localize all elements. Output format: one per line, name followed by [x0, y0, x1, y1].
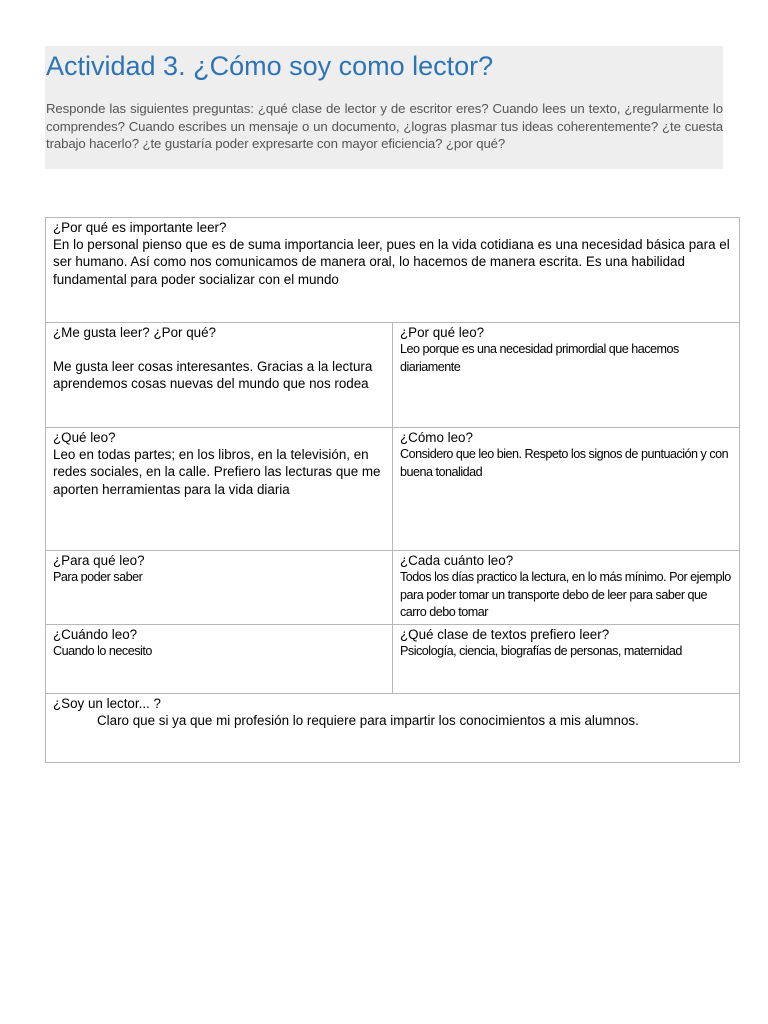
instructions-text: Responde las siguientes preguntas: ¿qué clase de lector y de escritor eres? Cuando lees un texto, ¿regularmente lo comprendes? Cuando escribes un mensaje o un documento, ¿logras plasmar tus ideas coherentemente? ¿te cuesta trabajo hacerlo? ¿te gustaría poder expresarte con mayor eficiencia? ¿por qué?: [46, 101, 723, 151]
answer-when: Cuando lo necesito: [53, 643, 152, 658]
cell-how: [393, 428, 740, 551]
question-why: ¿Por qué leo?: [400, 325, 485, 340]
cell-like: [46, 323, 393, 428]
answer-how: Considero que leo bien. Respeto los signos de puntuación y con buena tonalidad: [400, 447, 729, 479]
page-title: Actividad 3. ¿Cómo soy como lector?: [46, 51, 494, 81]
table-row: [46, 551, 740, 625]
cell-why: [393, 323, 740, 428]
answer-importance: En lo personal pienso que es de suma importancia leer, pues en la vida cotidiana es una necesidad básica para el ser humano. Así como nos comunicamos de manera oral, lo hacemos de manera escrita. Es una habilidad fundamental para poder socializar con el mundo: [53, 237, 730, 287]
answer-am-i: Claro que si ya que mi profesión lo requiere para impartir los conocimientos a mis alumnos.: [97, 712, 639, 728]
question-am-i: ¿Soy un lector... ?: [53, 695, 161, 711]
question-kind: ¿Qué clase de textos prefiero leer?: [400, 626, 610, 642]
answer-purpose: Para poder saber: [53, 570, 143, 585]
table-row: [46, 218, 740, 323]
cell-am-i: [46, 693, 740, 762]
cell-importance: [46, 218, 740, 323]
answer-what: Leo en todas partes; en los libros, en la televisión, en redes sociales, en la calle. Prefiero las lecturas que me aporten herramientas para la vida diaria: [53, 447, 381, 497]
table-row: [46, 428, 740, 551]
question-purpose: ¿Para qué leo?: [53, 553, 145, 568]
answer-like: Me gusta leer cosas interesantes. Gracias a la lectura aprendemos cosas nuevas del mundo que nos rodea: [53, 359, 373, 392]
question-when: ¿Cuándo leo?: [53, 626, 138, 642]
cell-when: [46, 624, 393, 693]
activity-header: [45, 46, 723, 169]
question-importance: ¿Por qué es importante leer?: [53, 220, 227, 235]
question-like: ¿Me gusta leer? ¿Por qué?: [53, 325, 217, 340]
cell-purpose: [46, 551, 393, 625]
cell-frequency: [393, 551, 740, 625]
question-what: ¿Qué leo?: [53, 430, 116, 445]
reader-profile-table: [45, 217, 740, 763]
question-frequency: ¿Cada cuánto leo?: [400, 553, 514, 568]
cell-kind: [393, 624, 740, 693]
answer-kind: Psicología, ciencia, biografías de personas, maternidad: [400, 643, 682, 658]
answer-why: Leo porque es una necesidad primordial que hacemos diariamente: [400, 342, 679, 374]
answer-frequency: Todos los días practico la lectura, en lo más mínimo. Por ejemplo para poder tomar un transporte debo de leer para saber que carro debo tomar: [400, 570, 731, 620]
cell-what: [46, 428, 393, 551]
table-row: [46, 323, 740, 428]
table-row: [46, 624, 740, 693]
table-row: [46, 693, 740, 762]
question-how: ¿Cómo leo?: [400, 430, 473, 445]
